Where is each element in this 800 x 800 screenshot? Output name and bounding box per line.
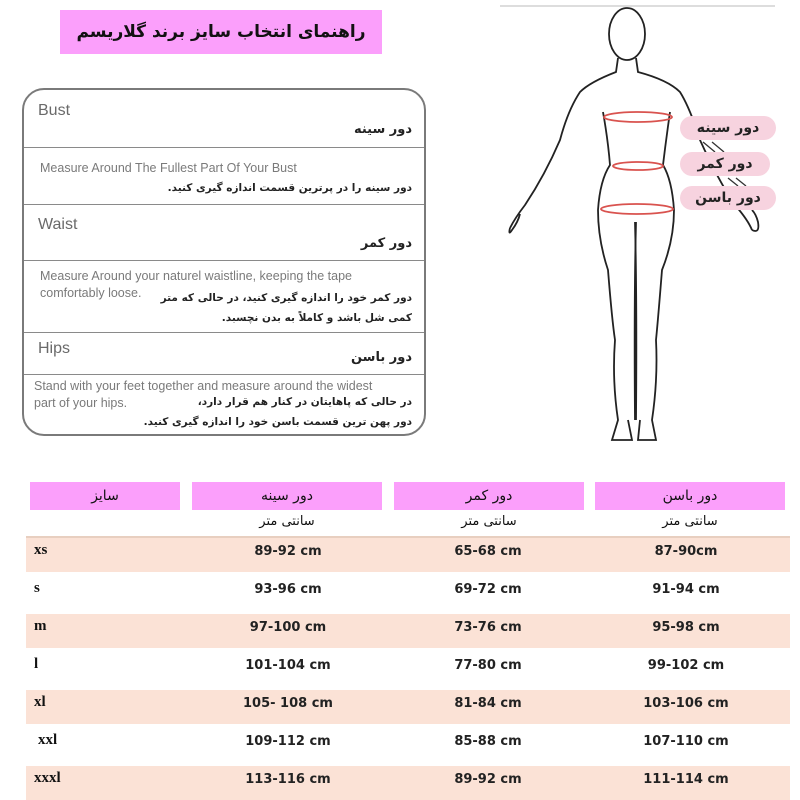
waist-cell: 81-84 cm	[454, 696, 522, 711]
bust-cell: 97-100 cm	[249, 620, 327, 635]
column-header-bust: دور سینه	[192, 482, 382, 510]
size-cell: s	[34, 580, 40, 596]
table-row	[26, 576, 790, 610]
page-title: راهنمای انتخاب سایز برند گلاریسم	[60, 10, 382, 54]
column-header-waist: دور کمر	[394, 482, 584, 510]
hips-cell: 95-98 cm	[652, 620, 720, 635]
figure-label-hips: دور باسن	[680, 186, 776, 210]
waist-title-fa: دور کمر	[360, 236, 412, 251]
hips-desc-en: Stand with your feet together and measure around the widest part of your hips.	[34, 379, 373, 410]
hips-cell: 103-106 cm	[643, 696, 729, 711]
divider	[24, 260, 424, 261]
body-outline-icon	[490, 0, 800, 460]
hips-desc-fa-2: دور پهن ترین قسمت باسن خود را اندازه گیری کنید.	[143, 416, 412, 428]
waist-cell: 77-80 cm	[454, 658, 522, 673]
table-row	[26, 614, 790, 648]
size-cell: xs	[34, 542, 48, 558]
hips-desc-fa-1: در حالی که پاهایتان در کنار هم قرار دارد،	[197, 396, 412, 408]
waist-cell: 85-88 cm	[454, 734, 522, 749]
size-cell: xl	[34, 694, 46, 710]
figure-label-bust: دور سینه	[680, 116, 776, 140]
table-row	[26, 652, 790, 686]
bust-title-en: Bust	[38, 102, 71, 119]
unit-waist: سانتی متر	[461, 514, 517, 529]
waist-desc-fa-1: دور کمر خود را اندازه گیری کنید، در حالی که متر	[160, 292, 412, 304]
size-cell: xxl	[38, 732, 58, 748]
hips-cell: 99-102 cm	[647, 658, 725, 673]
bust-cell: 101-104 cm	[245, 658, 331, 673]
size-cell: m	[34, 618, 47, 634]
hips-cell: 111-114 cm	[643, 772, 729, 787]
column-header-size: سایز	[30, 482, 180, 510]
bust-desc-en: Measure Around The Fullest Part Of Your Bust	[40, 161, 297, 175]
waist-cell: 65-68 cm	[454, 544, 522, 559]
table-row	[26, 728, 790, 762]
bust-title-fa: دور سینه	[353, 122, 412, 137]
bust-cell: 93-96 cm	[254, 582, 322, 597]
table-row	[26, 690, 790, 724]
hips-cell: 107-110 cm	[643, 734, 729, 749]
bust-cell: 113-116 cm	[245, 772, 331, 787]
hips-title-fa: دور باسن	[350, 350, 412, 365]
divider	[24, 332, 424, 333]
table-row	[26, 766, 790, 800]
size-cell: l	[34, 656, 39, 672]
figure-label-waist: دور کمر	[680, 152, 770, 176]
divider	[24, 147, 424, 148]
hips-title-en: Hips	[38, 340, 71, 357]
unit-hips: سانتی متر	[662, 514, 718, 529]
bust-cell: 105- 108 cm	[243, 696, 333, 711]
hips-cell: 87-90cm	[654, 544, 718, 559]
waist-title-en: Waist	[38, 216, 78, 233]
unit-bust: سانتی متر	[259, 514, 315, 529]
measurement-guide	[22, 88, 426, 436]
bust-cell: 89-92 cm	[254, 544, 322, 559]
column-header-hips: دور باسن	[595, 482, 785, 510]
bust-desc-fa: دور سینه را در پرترین قسمت اندازه گیری کنید.	[167, 182, 412, 194]
bust-cell: 109-112 cm	[245, 734, 331, 749]
waist-cell: 69-72 cm	[454, 582, 522, 597]
waist-desc-en: Measure Around your naturel waistline, keeping the tape comfortably loose.	[40, 269, 352, 300]
divider	[24, 374, 424, 375]
size-cell: xxxl	[34, 770, 61, 786]
waist-cell: 73-76 cm	[454, 620, 522, 635]
waist-desc-fa-2: کمی شل باشد و کاملاً به بدن نچسبد.	[221, 312, 412, 324]
waist-cell: 89-92 cm	[454, 772, 522, 787]
divider	[24, 204, 424, 205]
table-row	[26, 538, 790, 572]
body-figure	[490, 0, 800, 460]
hips-cell: 91-94 cm	[652, 582, 720, 597]
